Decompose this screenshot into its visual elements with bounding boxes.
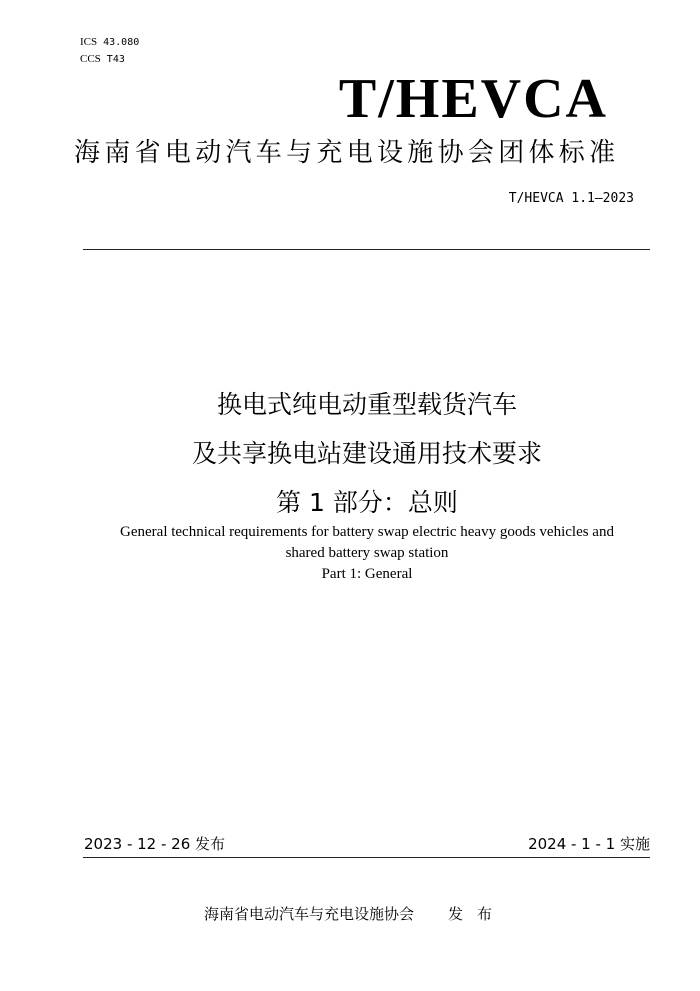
bottom-divider: [83, 857, 650, 858]
english-title: [0, 522, 700, 585]
chinese-title: [0, 380, 700, 527]
ics-line: [80, 36, 139, 49]
publish-date: 2023 - 12 - 26 发布: [84, 835, 226, 853]
publisher-action: 发布: [448, 905, 507, 923]
ccs-label: CCS: [80, 53, 101, 65]
english-title-line-2: shared battery swap station: [285, 545, 449, 561]
ics-label: ICS: [80, 36, 98, 48]
chinese-title-line-3: 第 1 部分：总则: [276, 488, 458, 517]
ccs-code: T43: [106, 54, 125, 65]
top-divider: [83, 249, 650, 250]
publisher-line: [204, 903, 506, 925]
publisher-org: 海南省电动汽车与充电设施协会: [204, 905, 415, 923]
implement-date: 2024 - 1 - 1 实施: [528, 835, 650, 853]
english-title-line-3: Part 1: General: [321, 566, 413, 582]
english-title-line-1: General technical requirements for battery swap electric heavy goods vehicles and: [120, 524, 614, 540]
chinese-title-line-2: 及共享换电站建设通用技术要求: [191, 439, 542, 468]
ccs-line: [80, 53, 125, 66]
ics-code: 43.080: [103, 37, 140, 48]
organization-full-name: 海南省电动汽车与充电设施协会团体标准: [74, 138, 620, 168]
standard-brand-abbr: T/HEVCA: [338, 68, 608, 130]
standard-number: T/HEVCA 1.1—2023: [508, 191, 634, 206]
chinese-title-line-1: 换电式纯电动重型载货汽车: [216, 390, 517, 419]
